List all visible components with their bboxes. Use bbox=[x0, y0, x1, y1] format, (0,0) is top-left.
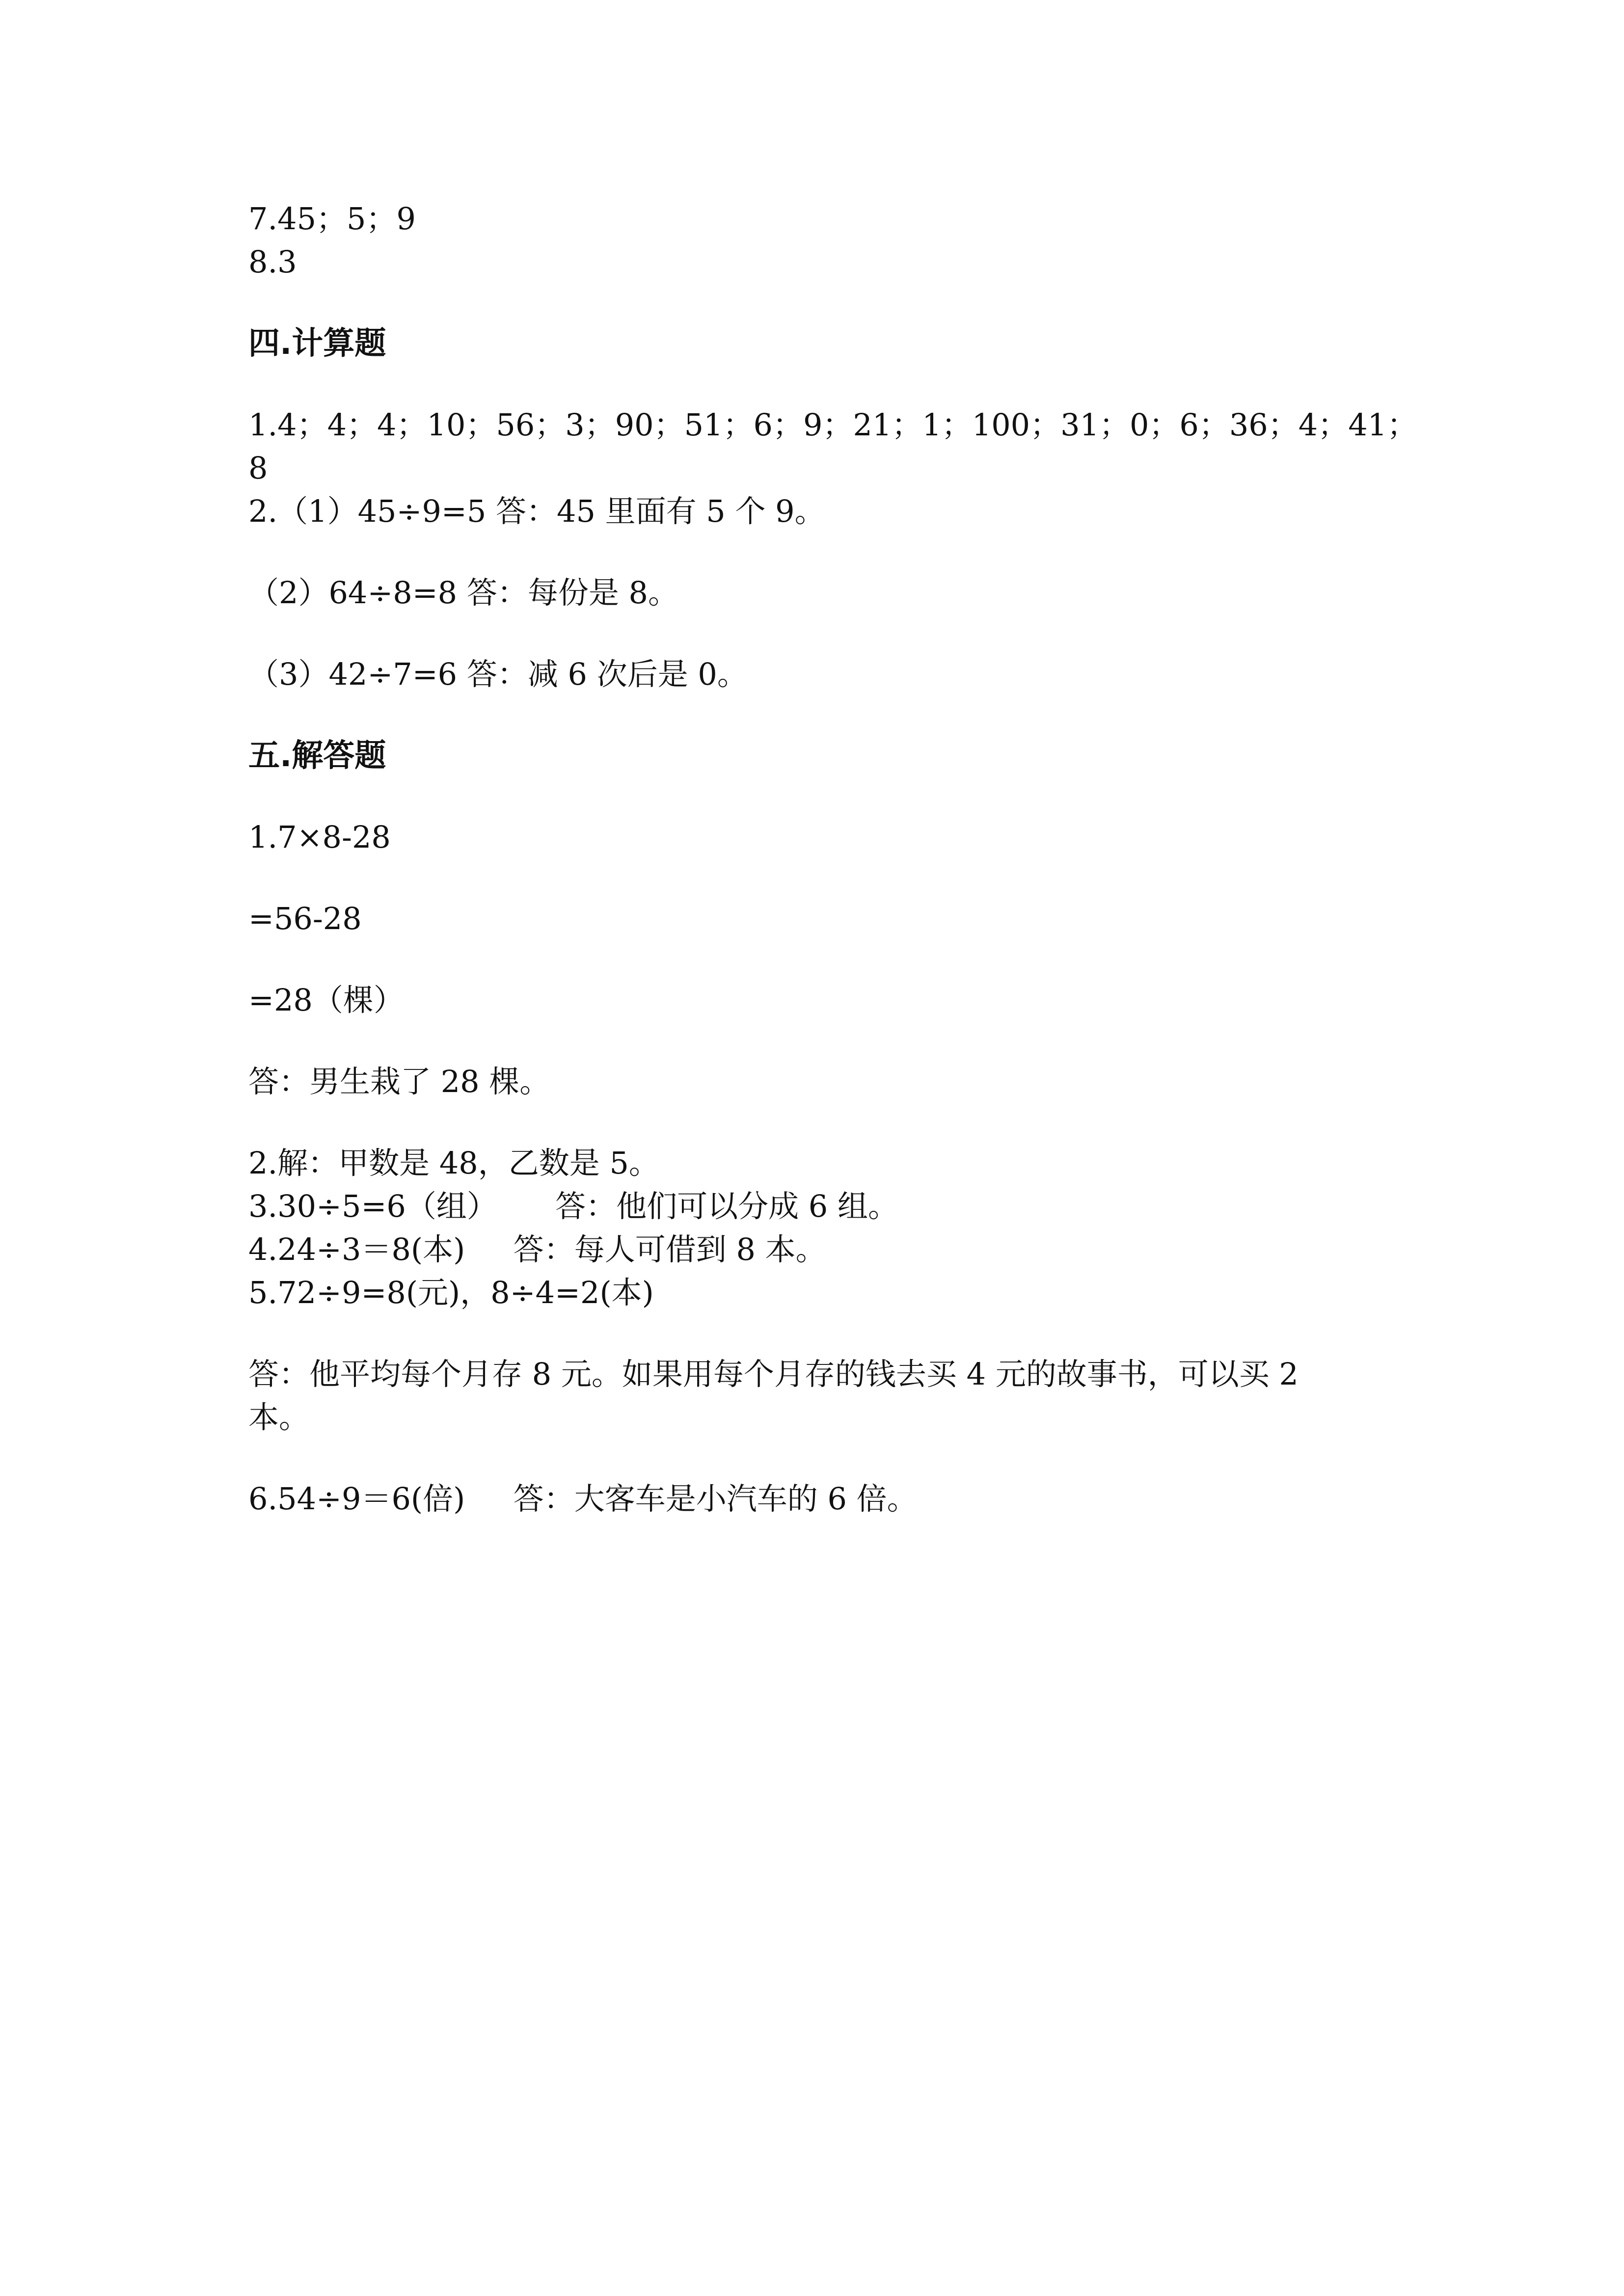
section-heading-calculation: 四.计算题 bbox=[248, 325, 386, 362]
answer-5-5-answer-line2: 本。 bbox=[248, 1399, 310, 1435]
answer-5-1-step2: =56-28 bbox=[248, 901, 362, 936]
answer-5-6: 6.54÷9＝6(倍) 答：大客车是小汽车的 6 倍。 bbox=[248, 1481, 918, 1517]
answer-3-7: 7.45；5；9 bbox=[248, 201, 416, 237]
answer-5-5: 5.72÷9=8(元)，8÷4=2(本) bbox=[248, 1275, 654, 1310]
answer-4-1-line2: 8 bbox=[248, 450, 268, 486]
answer-5-1-step1: 1.7×8-28 bbox=[248, 819, 391, 855]
answer-5-4: 4.24÷3＝8(本) 答：每人可借到 8 本。 bbox=[248, 1231, 826, 1267]
answer-5-1-step3: =28（棵） bbox=[248, 982, 404, 1018]
answer-5-1-answer: 答：男生栽了 28 棵。 bbox=[248, 1064, 550, 1099]
answer-4-2-part1: 2.（1）45÷9=5 答：45 里面有 5 个 9。 bbox=[248, 493, 825, 529]
section-heading-word-problems: 五.解答题 bbox=[248, 738, 386, 774]
answer-4-1-line1: 1.4；4；4；10；56；3；90；51；6；9；21；1；100；31；0；6；36；4；41； bbox=[248, 407, 1418, 443]
answer-5-3: 3.30÷5=6（组） 答：他们可以分成 6 组。 bbox=[248, 1188, 898, 1224]
answer-5-2: 2.解：甲数是 48，乙数是 5。 bbox=[248, 1145, 659, 1181]
answer-5-5-answer-line1: 答：他平均每个月存 8 元。如果用每个月存的钱去买 4 元的故事书，可以买 2 bbox=[248, 1356, 1299, 1392]
answer-3-8: 8.3 bbox=[248, 244, 297, 280]
answer-4-2-part3: （3）42÷7=6 答：减 6 次后是 0。 bbox=[248, 656, 748, 692]
answer-4-2-part2: （2）64÷8=8 答：每份是 8。 bbox=[248, 575, 678, 611]
